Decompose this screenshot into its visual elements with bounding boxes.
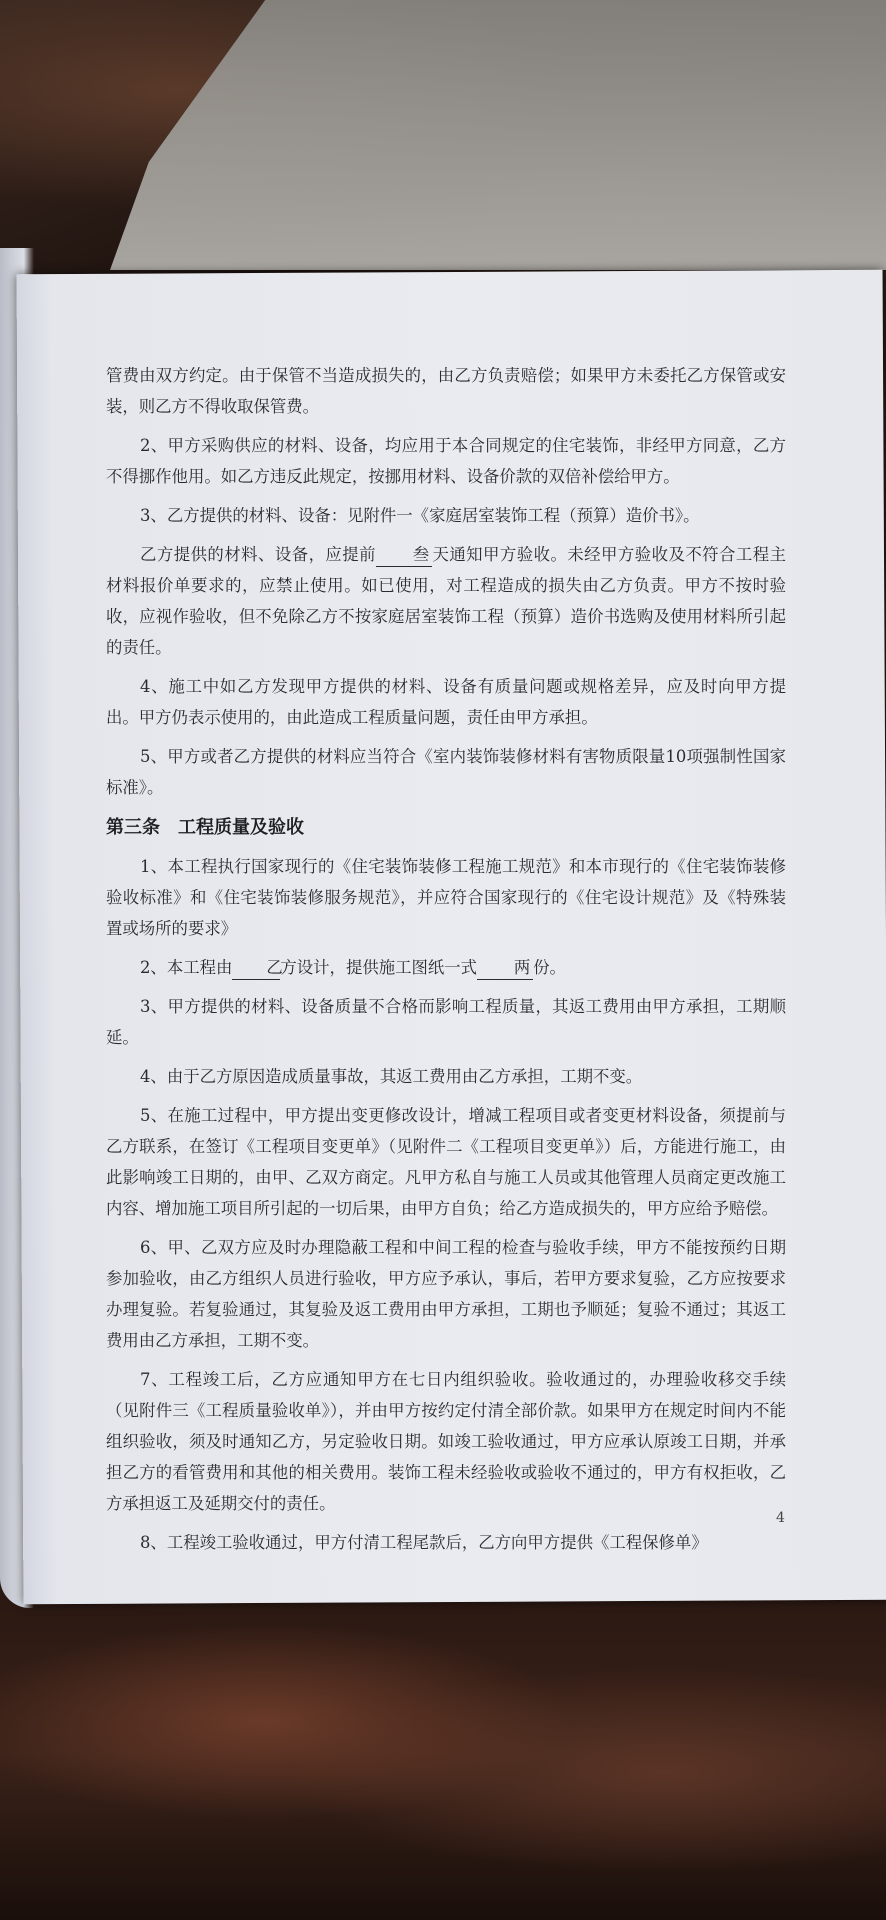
item2-copies-fill: 两 — [477, 957, 533, 980]
paragraph-continued: 管费由双方约定。由于保管不当造成损失的，由乙方负责赔偿；如果甲方未委托乙方保管或安装，则乙方不得收取保管费。 — [106, 366, 786, 416]
section-item-8: 8、工程竣工验收通过，甲方付清工程尾款后，乙方向甲方提供《工程保修单》 — [140, 1533, 708, 1552]
section-item-4: 4、由于乙方原因造成质量事故，其返工费用由乙方承担，工期不变。 — [140, 1067, 643, 1086]
section-title: 第三条 工程质量及验收 — [106, 817, 304, 838]
page-number: 4 — [776, 1510, 785, 1526]
paragraph-item-2: 2、甲方采购供应的材料、设备，均应用于本合同规定的住宅装饰，非经甲方同意，乙方不得挪作他用。如乙方违反此规定，按挪用材料、设备价款的双倍补偿给甲方。 — [106, 436, 786, 486]
section-item-5: 5、在施工过程中，甲方提出变更修改设计，增减工程项目或者变更材料设备，须提前与乙方联系，在签订《工程项目变更单》（见附件二《工程项目变更单》）后，方能进行施工，由此影响竣工日期的，由甲、乙双方商定。凡甲方私自与施工人员或其他管理人员商定更改施工内容、增加施工项目所引起的一切后果，由甲方自负；给乙方造成损失的，甲方应给予赔偿。 — [106, 1106, 786, 1218]
paragraph-materials-notice — [106, 539, 786, 663]
section-item-7: 7、工程竣工后，乙方应通知甲方在七日内组织验收。验收通过的，办理验收移交手续（见附件三《工程质量验收单》），并由甲方按约定付清全部价款。如果甲方在规定时间内不能组织验收，须及时通知乙方，另定验收日期。如竣工验收通过，甲方应承认原竣工日期，并承担乙方的看管费用和其他的相关费用。装饰工程未经验收或验收不通过的，甲方有权拒收，乙方承担返工及延期交付的责任。 — [106, 1370, 786, 1513]
paragraph-item-4: 4、施工中如乙方发现甲方提供的材料、设备有质量问题或规格差异，应及时向甲方提出。甲方仍表示使用的，由此造成工程质量问题，责任由甲方承担。 — [106, 677, 786, 727]
item2-middle: 方设计，提供施工图纸一式 — [280, 958, 478, 977]
document-body — [106, 360, 786, 1558]
section-item-1: 1、本工程执行国家现行的《住宅装饰装修工程施工规范》和本市现行的《住宅装饰装修验收标准》和《住宅装饰装修服务规范》，并应符合国家现行的《住宅设计规范》及《特殊装置或场所的要求》 — [106, 857, 786, 938]
section-item-6: 6、甲、乙双方应及时办理隐蔽工程和中间工程的检查与验收手续，甲方不能按预约日期参加验收，由乙方组织人员进行验收，甲方应予承认，事后，若甲方要求复验，乙方应按要求办理复验。若复验通过，其复验及返工费用由甲方承担，工期也予顺延；复验不通过；其返工费用由乙方承担，工期不变。 — [106, 1238, 786, 1350]
notice-days-fill: 叁 — [376, 544, 432, 567]
item2-designer-fill: 乙 — [232, 957, 280, 980]
paragraph-item-5: 5、甲方或者乙方提供的材料应当符合《室内装饰装修材料有害物质限量10项强制性国家标准》。 — [106, 747, 786, 797]
section-item-2 — [106, 952, 786, 983]
notice-before: 乙方提供的材料、设备，应提前 — [140, 545, 376, 564]
section-item-3: 3、甲方提供的材料、设备质量不合格而影响工程质量，其返工费用由甲方承担，工期顺延。 — [106, 997, 786, 1047]
background-bottom — [0, 1590, 886, 1920]
paragraph-item-3: 3、乙方提供的材料、设备：见附件一《家庭居室装饰工程（预算）造价书》。 — [140, 506, 700, 525]
item2-before: 2、本工程由 — [140, 958, 233, 977]
item2-after: 份。 — [533, 958, 566, 977]
notice-after: 天通知甲方验收。未经甲方验收及不符合工程主材料报价单要求的，应禁止使用。如已使用，对工程造成的损失由乙方负责。甲方不按时验收，应视作验收，但不免除乙方不按家庭居室装饰工程（预算）造价书选购及使用材料所引起的责任。 — [106, 545, 786, 657]
